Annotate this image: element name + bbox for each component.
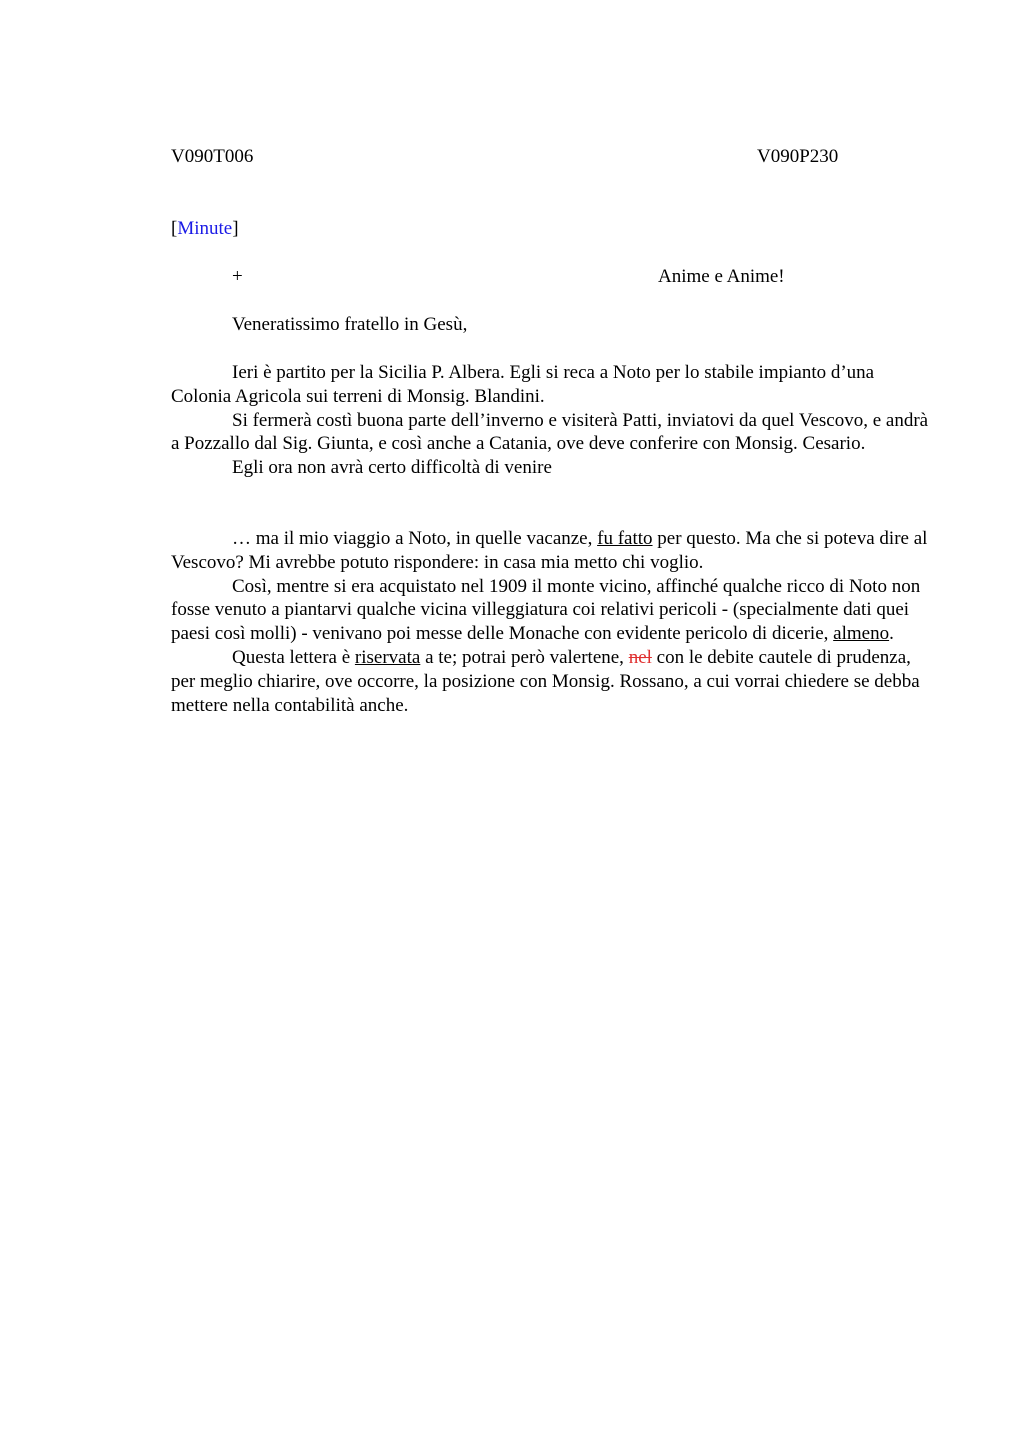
text-run: . xyxy=(889,623,894,645)
text-run: … ma il mio viaggio a Noto, in quelle vacanze, xyxy=(232,528,598,549)
paragraph-reserved-letter xyxy=(171,646,931,717)
text-run: con le debite cautele di prudenza, per meglio chiarire, ove occorre, la posizione con Monsig. Rossano, a cui vorrai chiedere se debba mettere nella contabilità anche. xyxy=(171,646,920,716)
paragraph-albera-departure: Ieri è partito per la Sicilia P. Albera. Egli si reca a Noto per lo stabile impianto d’una Colonia Agricola sui terreni di Monsig. Blandini. xyxy=(171,362,875,407)
underlined-riservata: riservata xyxy=(354,646,421,668)
paragraph-monte-1909 xyxy=(171,575,931,646)
text-run: a te; potrai però valertene, xyxy=(420,646,629,668)
text-run: per questo. Ma che si poteva dire al Vescovo? Mi avrebbe potuto rispondere: in casa mia metto chi voglio. xyxy=(171,528,928,573)
paragraph-winter-visits: Si fermerà costì buona parte dell’inverno e visiterà Patti, inviatovi da quel Vescovo, e andrà a Pozzallo dal Sig. Giunta, e così anche a Catania, ove deve conferire con Monsig. Cesario. xyxy=(171,409,929,455)
minute-link[interactable]: Minute xyxy=(177,218,233,239)
underlined-fu-fatto: fu fatto xyxy=(597,528,653,549)
salutation: Veneratissimo fratello in Gesù, xyxy=(232,314,468,335)
text-run: Così, mentre si era acquistato nel 1909 il monte vicino, affinché qualche ricco di Noto non fosse venuto a piantarvi qualche vicina villeggiatura coi relativi pericoli - (specialmente dati quei paesi così molli) - venivano poi messe delle Monache con evidente pericolo di dicerie, xyxy=(171,575,921,645)
struck-word-nel: nel xyxy=(628,646,652,668)
document-code-right: V090P230 xyxy=(757,146,839,167)
underlined-almeno: almeno xyxy=(833,623,890,645)
letter-body-second xyxy=(171,527,931,717)
text-run: Questa lettera è xyxy=(232,646,355,668)
document-code-left: V090T006 xyxy=(171,146,254,167)
motto: Anime e Anime! xyxy=(658,266,785,287)
cross-symbol: + xyxy=(232,266,243,287)
minute-label xyxy=(171,218,239,240)
minute-bracket-close: ] xyxy=(232,218,239,239)
letter-body-first xyxy=(171,361,931,480)
paragraph-no-difficulty: Egli ora non avrà certo difficoltà di venire xyxy=(232,457,552,479)
minute-bracket-open: [ xyxy=(171,218,178,239)
paragraph-noto-trip xyxy=(171,527,931,575)
